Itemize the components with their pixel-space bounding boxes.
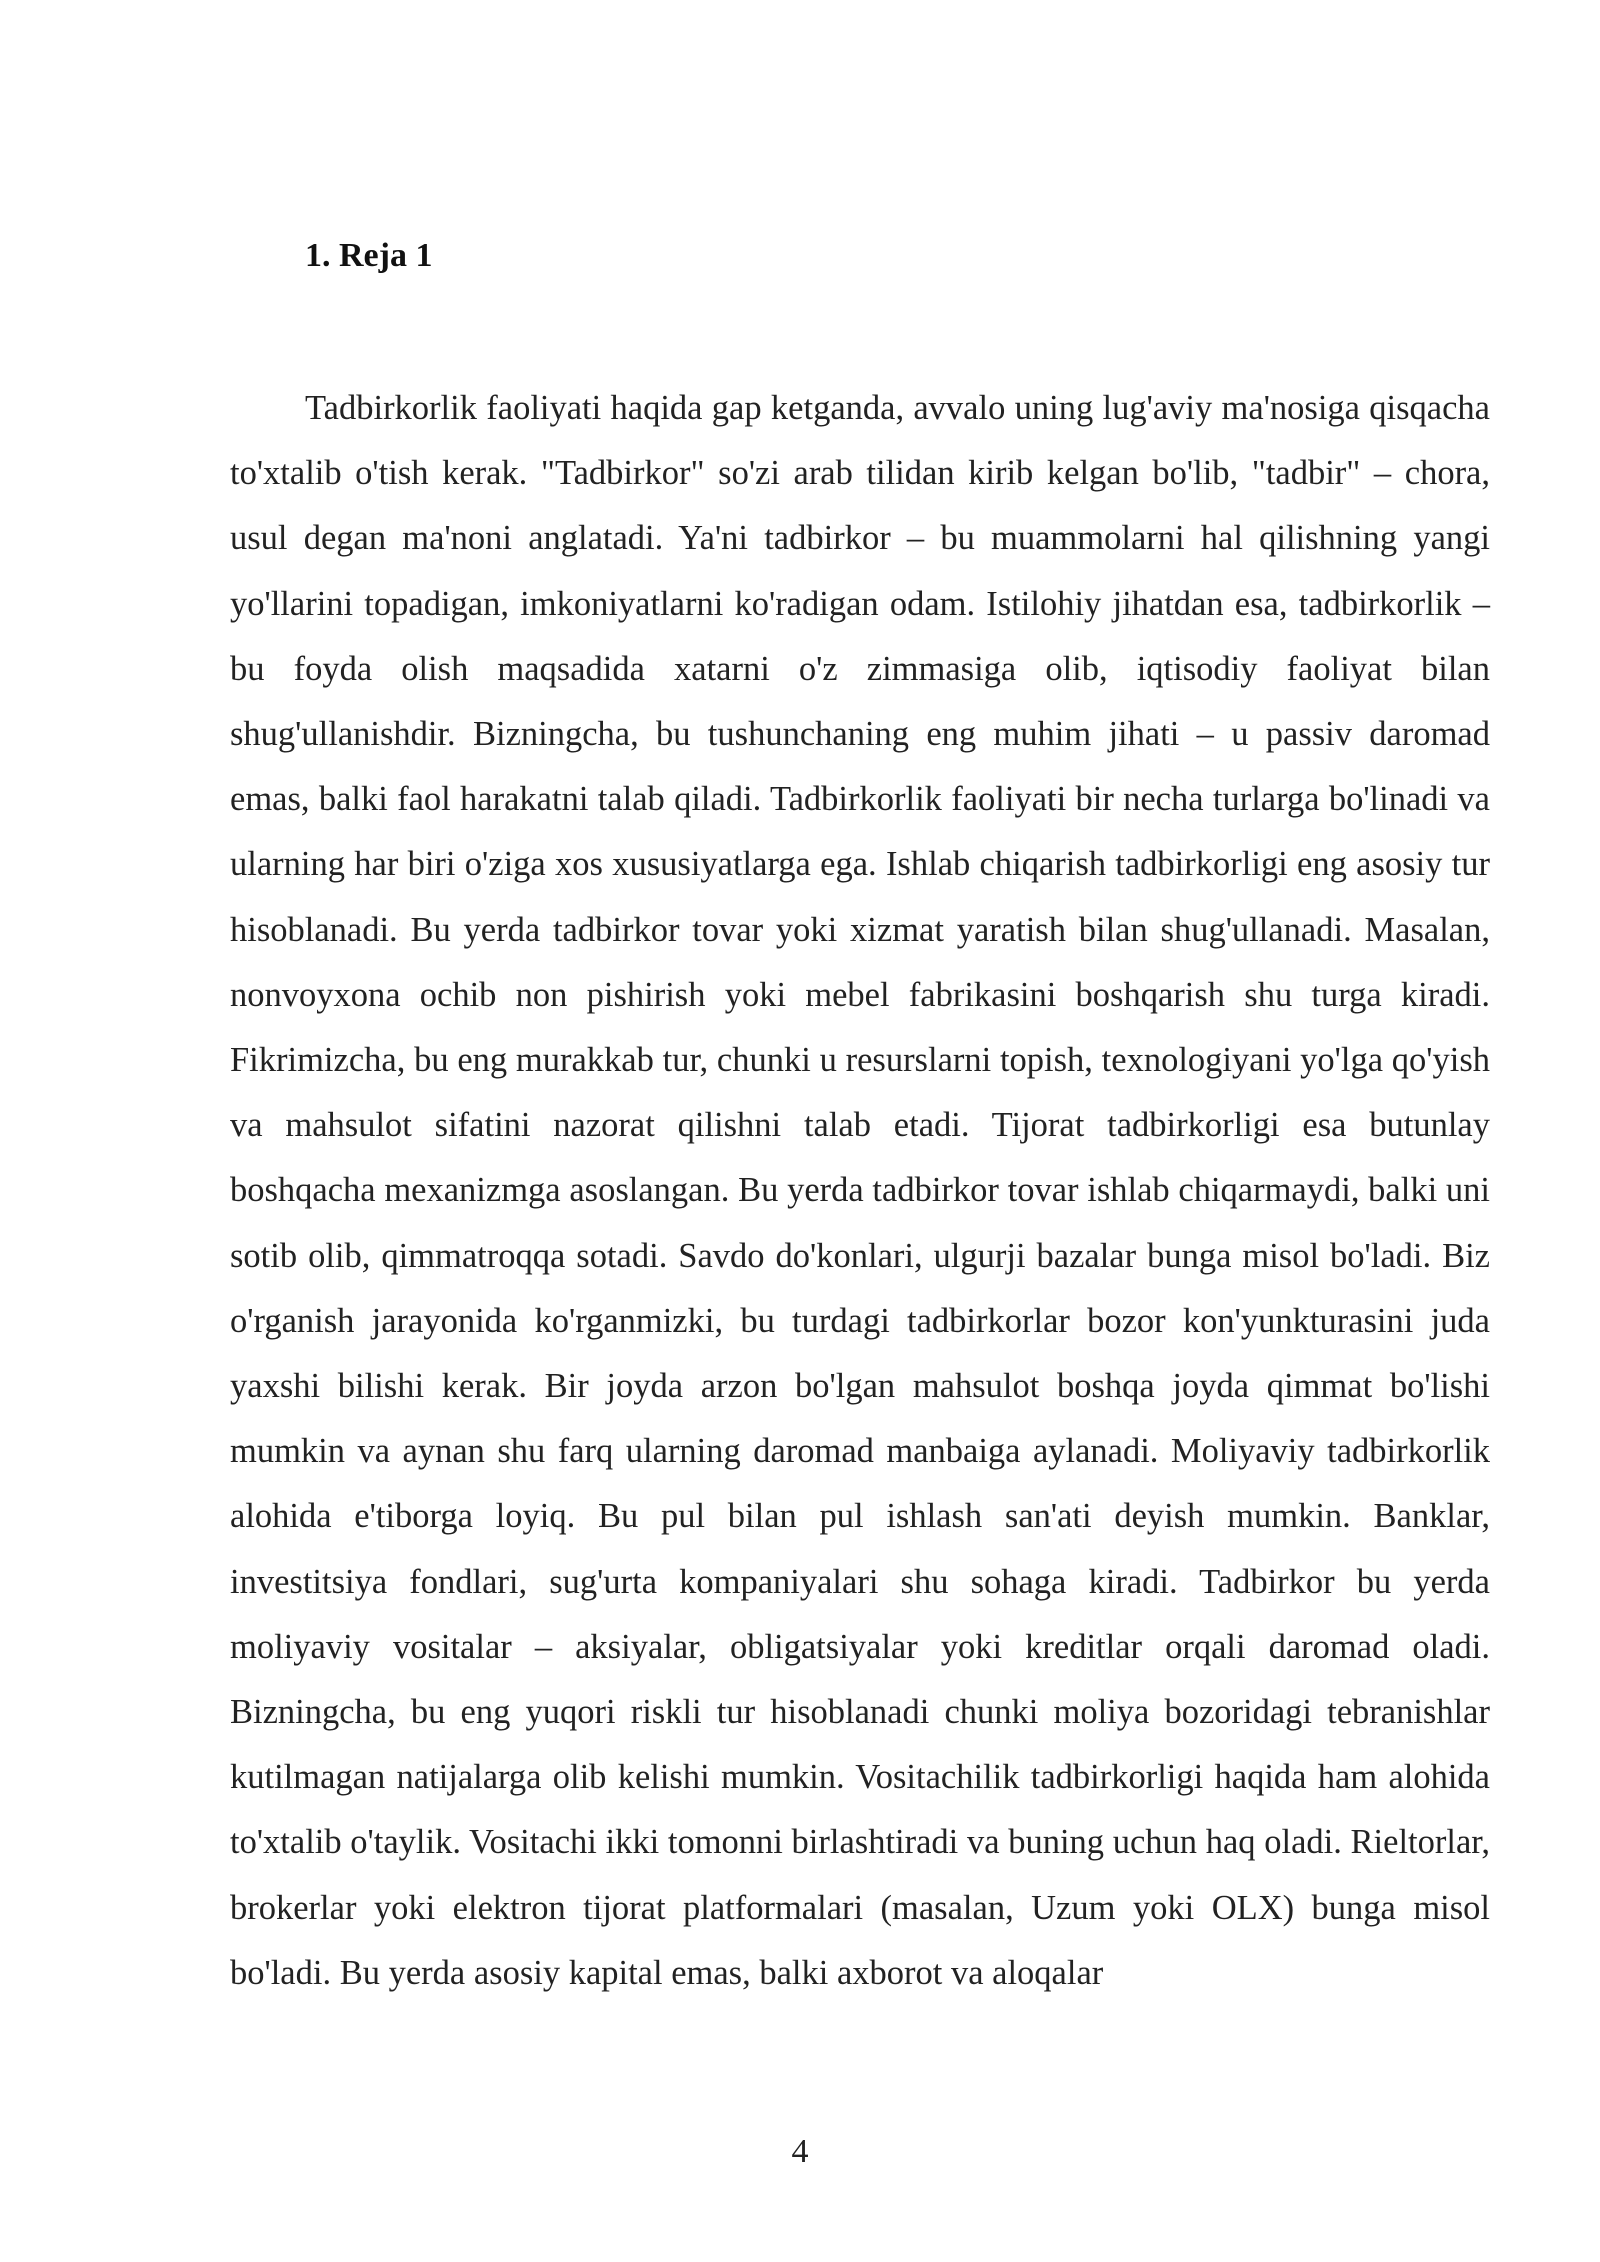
- body-paragraph: Tadbirkorlik faoliyati haqida gap ketganda, avvalo uning lug'aviy ma'nosiga qisqacha to'xtalib o'tish kerak. "Tadbirkor" so'zi arab tilidan kirib kelgan bo'lib, "tadbir" – chora, usul degan ma'noni anglatadi. Ya'ni tadbirkor – bu muammolarni hal qilishning yangi yo'llarini topadigan, imkoniyatlarni ko'radigan odam. Istilohiy jihatdan esa, tadbirkorlik – bu foyda olish maqsadida xatarni o'z zimmasiga olib, iqtisodiy faoliyat bilan shug'ullanishdir. Bizningcha, bu tushunchaning eng muhim jihati – u passiv daromad emas, balki faol harakatni talab qiladi. Tadbirkorlik faoliyati bir necha turlarga bo'linadi va ularning har biri o'ziga xos xususiyatlarga ega. Ishlab chiqarish tadbirkorligi eng asosiy tur hisoblanadi. Bu yerda tadbirkor tovar yoki xizmat yaratish bilan shug'ullanadi. Masalan, nonvoyxona ochib non pishirish yoki mebel fabrikasini boshqarish shu turga kiradi. Fikrimizcha, bu eng murakkab tur, chunki u resurslarni topish, texnologiyani yo'lga qo'yish va mahsulot sifatini nazorat qilishni talab etadi. Tijorat tadbirkorligi esa butunlay boshqacha mexanizmga asoslangan. Bu yerda tadbirkor tovar ishlab chiqarmaydi, balki uni sotib olib, qimmatroqqa sotadi. Savdo do'konlari, ulgurji bazalar bunga misol bo'ladi. Biz o'rganish jarayonida ko'rganmizki, bu turdagi tadbirkorlar bozor kon'yunkturasini juda yaxshi bilishi kerak. Bir joyda arzon bo'lgan mahsulot boshqa joyda qimmat bo'lishi mumkin va aynan shu farq ularning daromad manbaiga aylanadi. Moliyaviy tadbirkorlik alohida e'tiborga loyiq. Bu pul bilan pul ishlash san'ati deyish mumkin. Banklar, investitsiya fondlari, sug'urta kompaniyalari shu sohaga kiradi. Tadbirkor bu yerda moliyaviy vositalar – aksiyalar, obligatsiyalar yoki kreditlar orqali daromad oladi. Bizningcha, bu eng yuqori riskli tur hisoblanadi chunki moliya bozoridagi tebranishlar kutilmagan natijalarga olib kelishi mumkin. Vositachilik tadbirkorligi haqida ham alohida to'xtalib o'taylik. Vositachi ikki tomonni birlashtiradi va buning uchun haq oladi. Rieltorlar, brokerlar yoki elektron tijorat platformalari (masalan, Uzum yoki OLX) bunga misol bo'ladi. Bu yerda asosiy kapital emas, balki axborot va aloqalar: [230, 389, 1490, 1992]
- section-heading: 1. Reja 1: [305, 237, 433, 274]
- page-number: 4: [791, 2133, 809, 2170]
